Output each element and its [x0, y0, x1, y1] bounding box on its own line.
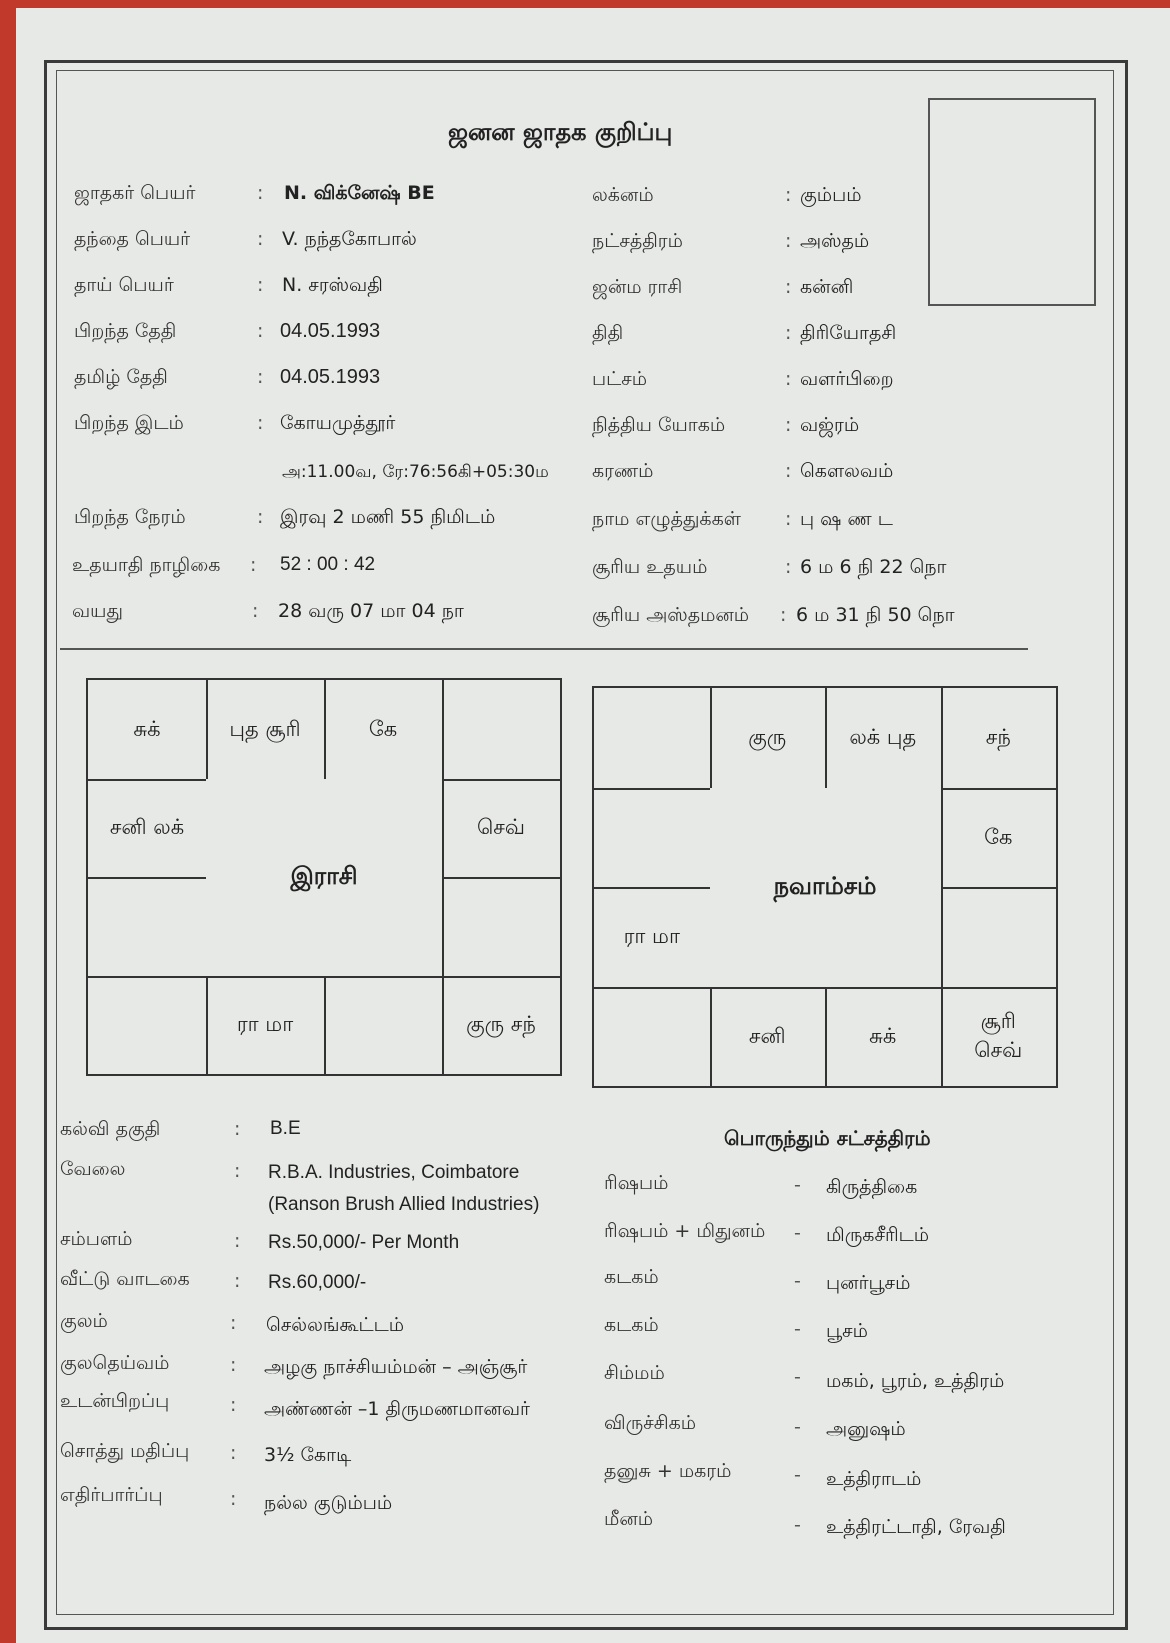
navamsa-cell: [594, 688, 710, 788]
value-nithya-yogam: வஜ்ரம்: [800, 414, 860, 436]
label-salary: சம்பளம்: [60, 1228, 133, 1250]
porutham-stars: புனர்பூசம்: [826, 1272, 911, 1294]
rasi-cell: [88, 976, 206, 1075]
value-sunset: 6 ம 31 நி 50 நொ: [796, 604, 955, 626]
colon: :: [785, 508, 792, 530]
value-thithi: திரியோதசி: [800, 322, 897, 344]
colon: :: [785, 230, 792, 252]
value-education: B.E: [270, 1118, 301, 1139]
navamsa-chart: [592, 686, 1058, 1088]
colon: :: [257, 412, 264, 434]
label-name: ஜாதகர் பெயர்: [74, 182, 196, 204]
value-coordinates: அ:11.00வ, ரே:76:56கி+05:30ம: [282, 462, 549, 482]
value-age: 28 வரு 07 மா 04 நா: [278, 600, 464, 622]
label-paksham: பட்சம்: [592, 368, 648, 390]
rasi-chart-title: இராசி: [206, 779, 442, 976]
dash: -: [794, 1270, 801, 1292]
label-birth-place: பிறந்த இடம்: [74, 412, 184, 434]
label-kuladeivam: குலதெய்வம்: [60, 1352, 170, 1374]
colon: :: [785, 184, 792, 206]
value-kuladeivam: அழகு நாச்சியம்மன் – அஞ்சூர்: [264, 1356, 528, 1378]
label-kulam: குலம்: [60, 1310, 108, 1332]
value-job-line2: (Ranson Brush Allied Industries): [268, 1194, 540, 1215]
colon: :: [257, 366, 264, 388]
navamsa-cell: கே: [984, 824, 1013, 849]
value-property-value: 3½ கோடி: [264, 1444, 352, 1466]
navamsa-cell: குரு: [748, 725, 787, 750]
value-karanam: கௌலவம்: [800, 460, 894, 482]
colon: :: [234, 1270, 241, 1292]
label-siblings: உடன்பிறப்பு: [60, 1390, 170, 1412]
label-sunset: சூரிய அஸ்தமனம்: [592, 604, 750, 626]
colon: :: [250, 554, 257, 576]
porutham-stars: உத்திரட்டாதி, ரேவதி: [826, 1516, 1006, 1538]
label-mother: தாய் பெயர்: [74, 274, 174, 296]
colon: :: [230, 1312, 237, 1334]
label-janma-rasi: ஜன்ம ராசி: [592, 276, 683, 298]
navamsa-cell: [594, 987, 710, 1087]
label-udayadi-nazhigai: உதயாதி நாழிகை: [72, 554, 221, 576]
dash: -: [794, 1318, 801, 1340]
navamsa-cell: சனி: [748, 1023, 786, 1048]
colon: :: [257, 228, 264, 250]
porutham-stars: கிருத்திகை: [826, 1176, 918, 1198]
value-lagnam: கும்பம்: [800, 184, 862, 206]
dash: -: [794, 1174, 801, 1196]
dash: -: [794, 1464, 801, 1486]
porutham-stars: அனுஷம்: [826, 1418, 906, 1440]
colon: :: [230, 1488, 237, 1510]
colon: :: [785, 460, 792, 482]
rasi-cell: செவ்: [476, 815, 526, 840]
navamsa-cell: ரா மா: [623, 924, 680, 949]
value-birth-time: இரவு 2 மணி 55 நிமிடம்: [280, 506, 496, 528]
dash: -: [794, 1416, 801, 1438]
value-paksham: வளர்பிறை: [800, 368, 894, 390]
navamsa-cell: சுக்: [869, 1023, 897, 1048]
label-birth-time: பிறந்த நேரம்: [74, 506, 186, 528]
value-name: N. விக்னேஷ் BE: [284, 182, 435, 204]
porutham-stars: மிருகசீரிடம்: [826, 1224, 930, 1246]
value-janma-rasi: கன்னி: [800, 276, 854, 298]
label-nithya-yogam: நித்திய யோகம்: [592, 414, 726, 436]
rasi-cell: கே: [368, 716, 398, 741]
porutham-stars: மகம், பூரம், உத்திரம்: [826, 1370, 1005, 1392]
colon: :: [785, 276, 792, 298]
colon: :: [785, 368, 792, 390]
rasi-chart: [86, 678, 562, 1076]
value-house-rent: Rs.60,000/-: [268, 1272, 367, 1293]
label-thithi: திதி: [592, 322, 624, 344]
colon: :: [257, 182, 264, 204]
colon: :: [785, 556, 792, 578]
section-divider: [60, 648, 1028, 650]
value-nama-letters: பு ஷ ண ட: [800, 508, 893, 530]
dash: -: [794, 1222, 801, 1244]
dash: -: [794, 1514, 801, 1536]
colon: :: [234, 1160, 241, 1182]
porutham-rasi: ரிஷபம்: [604, 1172, 669, 1194]
value-birth-place: கோயமுத்தூர்: [280, 412, 396, 434]
navamsa-cell: சந்: [985, 725, 1011, 750]
rasi-cell: [442, 877, 560, 976]
colon: :: [252, 600, 259, 622]
porutham-stars: பூசம்: [826, 1320, 868, 1342]
porutham-rasi: தனுசு + மகரம்: [604, 1460, 732, 1482]
label-birth-date: பிறந்த தேதி: [74, 320, 177, 342]
navamsa-cell: [594, 788, 710, 888]
label-job: வேலை: [60, 1158, 126, 1180]
value-job: R.B.A. Industries, Coimbatore: [268, 1162, 520, 1183]
label-karanam: கரணம்: [592, 460, 654, 482]
label-nakshatram: நட்சத்திரம்: [592, 230, 683, 252]
colon: :: [257, 506, 264, 528]
colon: :: [230, 1442, 237, 1464]
value-nakshatram: அஸ்தம்: [800, 230, 870, 252]
value-birth-date: 04.05.1993: [280, 320, 381, 342]
matching-stars-title: பொருந்தும் சட்சத்திரம்: [724, 1126, 931, 1150]
value-udayadi-nazhigai: 52 : 00 : 42: [280, 554, 376, 575]
colon: :: [230, 1394, 237, 1416]
navamsa-cell: [941, 887, 1057, 987]
rasi-cell: குரு சந்: [466, 1012, 536, 1037]
label-nama-letters: நாம எழுத்துக்கள்: [592, 508, 741, 530]
colon: :: [234, 1230, 241, 1252]
value-mother: N. சரஸ்வதி: [282, 274, 383, 296]
porutham-rasi: கடகம்: [604, 1266, 659, 1288]
colon: :: [257, 274, 264, 296]
label-father: தந்தை பெயர்: [74, 228, 191, 250]
colon: :: [785, 414, 792, 436]
label-expectation: எதிர்பார்ப்பு: [60, 1484, 163, 1506]
value-siblings: அண்ணன் –1 திருமணமானவர்: [264, 1398, 530, 1420]
colon: :: [785, 322, 792, 344]
navamsa-cell: லக் புத: [849, 725, 917, 750]
colon: :: [780, 604, 787, 626]
porutham-rasi: ரிஷபம் + மிதுனம்: [604, 1220, 766, 1242]
navamsa-chart-title: நவாம்சம்: [710, 788, 941, 987]
value-tamil-date: 04.05.1993: [280, 366, 381, 388]
document-title: ஜனன ஜாதக குறிப்பு: [448, 118, 673, 146]
rasi-cell: சனி லக்: [109, 815, 185, 840]
rasi-cell: சுக்: [133, 716, 161, 741]
colon: :: [230, 1354, 237, 1376]
label-sunrise: சூரிய உதயம்: [592, 556, 708, 578]
label-lagnam: லக்னம்: [592, 184, 654, 206]
label-education: கல்வி தகுதி: [60, 1118, 161, 1140]
label-age: வயது: [72, 600, 123, 622]
rasi-cell: புத சூரி: [229, 716, 301, 741]
rasi-cell: [324, 976, 442, 1075]
value-sunrise: 6 ம 6 நி 22 நொ: [800, 556, 947, 578]
colon: :: [234, 1118, 241, 1140]
value-expectation: நல்ல குடும்பம்: [264, 1492, 393, 1514]
rasi-cell: ரா மா: [236, 1012, 294, 1037]
rasi-cell: [88, 877, 206, 976]
porutham-rasi: சிம்மம்: [604, 1362, 665, 1384]
value-father: V. நந்தகோபால்: [282, 228, 417, 250]
photo-placeholder: [928, 98, 1096, 306]
label-property-value: சொத்து மதிப்பு: [60, 1440, 190, 1462]
rasi-cell: [442, 680, 560, 779]
porutham-stars: உத்திராடம்: [826, 1468, 922, 1490]
porutham-rasi: கடகம்: [604, 1314, 659, 1336]
colon: :: [257, 320, 264, 342]
porutham-rasi: விருச்சிகம்: [604, 1412, 697, 1434]
label-tamil-date: தமிழ் தேதி: [74, 366, 168, 388]
value-salary: Rs.50,000/- Per Month: [268, 1232, 460, 1253]
porutham-rasi: மீனம்: [604, 1508, 654, 1530]
value-kulam: செல்லங்கூட்டம்: [266, 1314, 405, 1336]
navamsa-cell: சூரி செவ்: [974, 1008, 1023, 1063]
label-house-rent: வீட்டு வாடகை: [60, 1268, 190, 1290]
dash: -: [794, 1366, 801, 1388]
